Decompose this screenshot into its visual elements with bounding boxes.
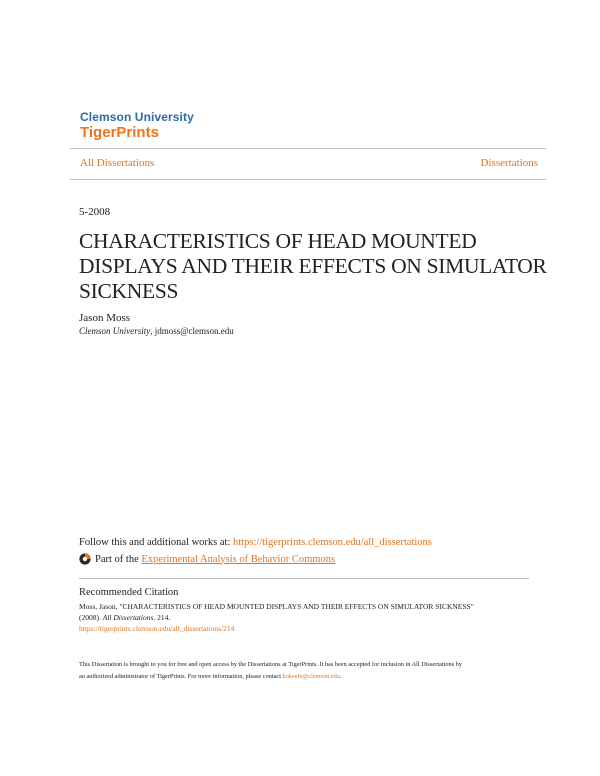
institution-header: [80, 111, 194, 141]
citation-series: All Dissertations: [102, 613, 154, 622]
repository-name[interactable]: TigerPrints: [80, 124, 159, 141]
footer-line-2-end: .: [339, 673, 342, 680]
author-email[interactable]: jdmoss@clemson.edu: [154, 326, 234, 336]
bottom-divider: [70, 179, 546, 180]
part-of-text: Part of the: [95, 553, 139, 565]
document-title: CHARACTERISTICS OF HEAD MOUNTED DISPLAYS AND THEIR EFFECTS ON SIMULATOR SICKNESS: [79, 229, 547, 303]
citation-divider: [79, 578, 529, 579]
commons-link[interactable]: Experimental Analysis of Behavior Commons: [141, 553, 336, 565]
footer-line-1: This Dissertation is brought to you for free and open access by the Dissertations at TigerPrints. It has been accepted for inclusion in All Dissertations by: [79, 661, 462, 668]
dissertations-link[interactable]: Dissertations: [480, 157, 538, 169]
citation-block: [79, 601, 539, 634]
publication-date: 5-2008: [79, 206, 111, 218]
citation-line-1: Moss, Jason, "CHARACTERISTICS OF HEAD MOUNTED DISPLAYS AND THEIR EFFECTS ON SIMULATOR SICKNESS": [79, 602, 474, 611]
citation-year: (2008).: [79, 613, 101, 622]
all-dissertations-link[interactable]: All Dissertations: [80, 157, 155, 169]
footer-line-2-text: an authorized administrator of TigerPrints. For more information, please contact: [79, 673, 281, 680]
author-affiliation: Clemson University, jdmoss@clemson.edu: [79, 326, 234, 336]
citation-heading: Recommended Citation: [79, 587, 179, 598]
follow-line: [79, 537, 432, 548]
follow-url-link[interactable]: https://tigerprints.clemson.edu/all_dissertations: [233, 537, 432, 548]
citation-number: . 214.: [153, 613, 171, 622]
part-of-line: [79, 553, 335, 565]
citation-line-2: [79, 612, 539, 623]
footer-notice: [79, 659, 549, 683]
network-logo-icon: [79, 553, 91, 565]
follow-text: Follow this and additional works at:: [79, 537, 231, 548]
footer-line-2: [79, 671, 549, 683]
author-name: Jason Moss: [79, 312, 131, 324]
citation-url-link[interactable]: https://tigerprints.clemson.edu/all_dissertations/214: [79, 624, 235, 633]
top-divider: [70, 148, 546, 149]
affiliation-name: Clemson University: [79, 326, 151, 336]
institution-name: Clemson University: [80, 110, 194, 124]
contact-email-link[interactable]: kokeefe@clemson.edu: [282, 673, 340, 680]
